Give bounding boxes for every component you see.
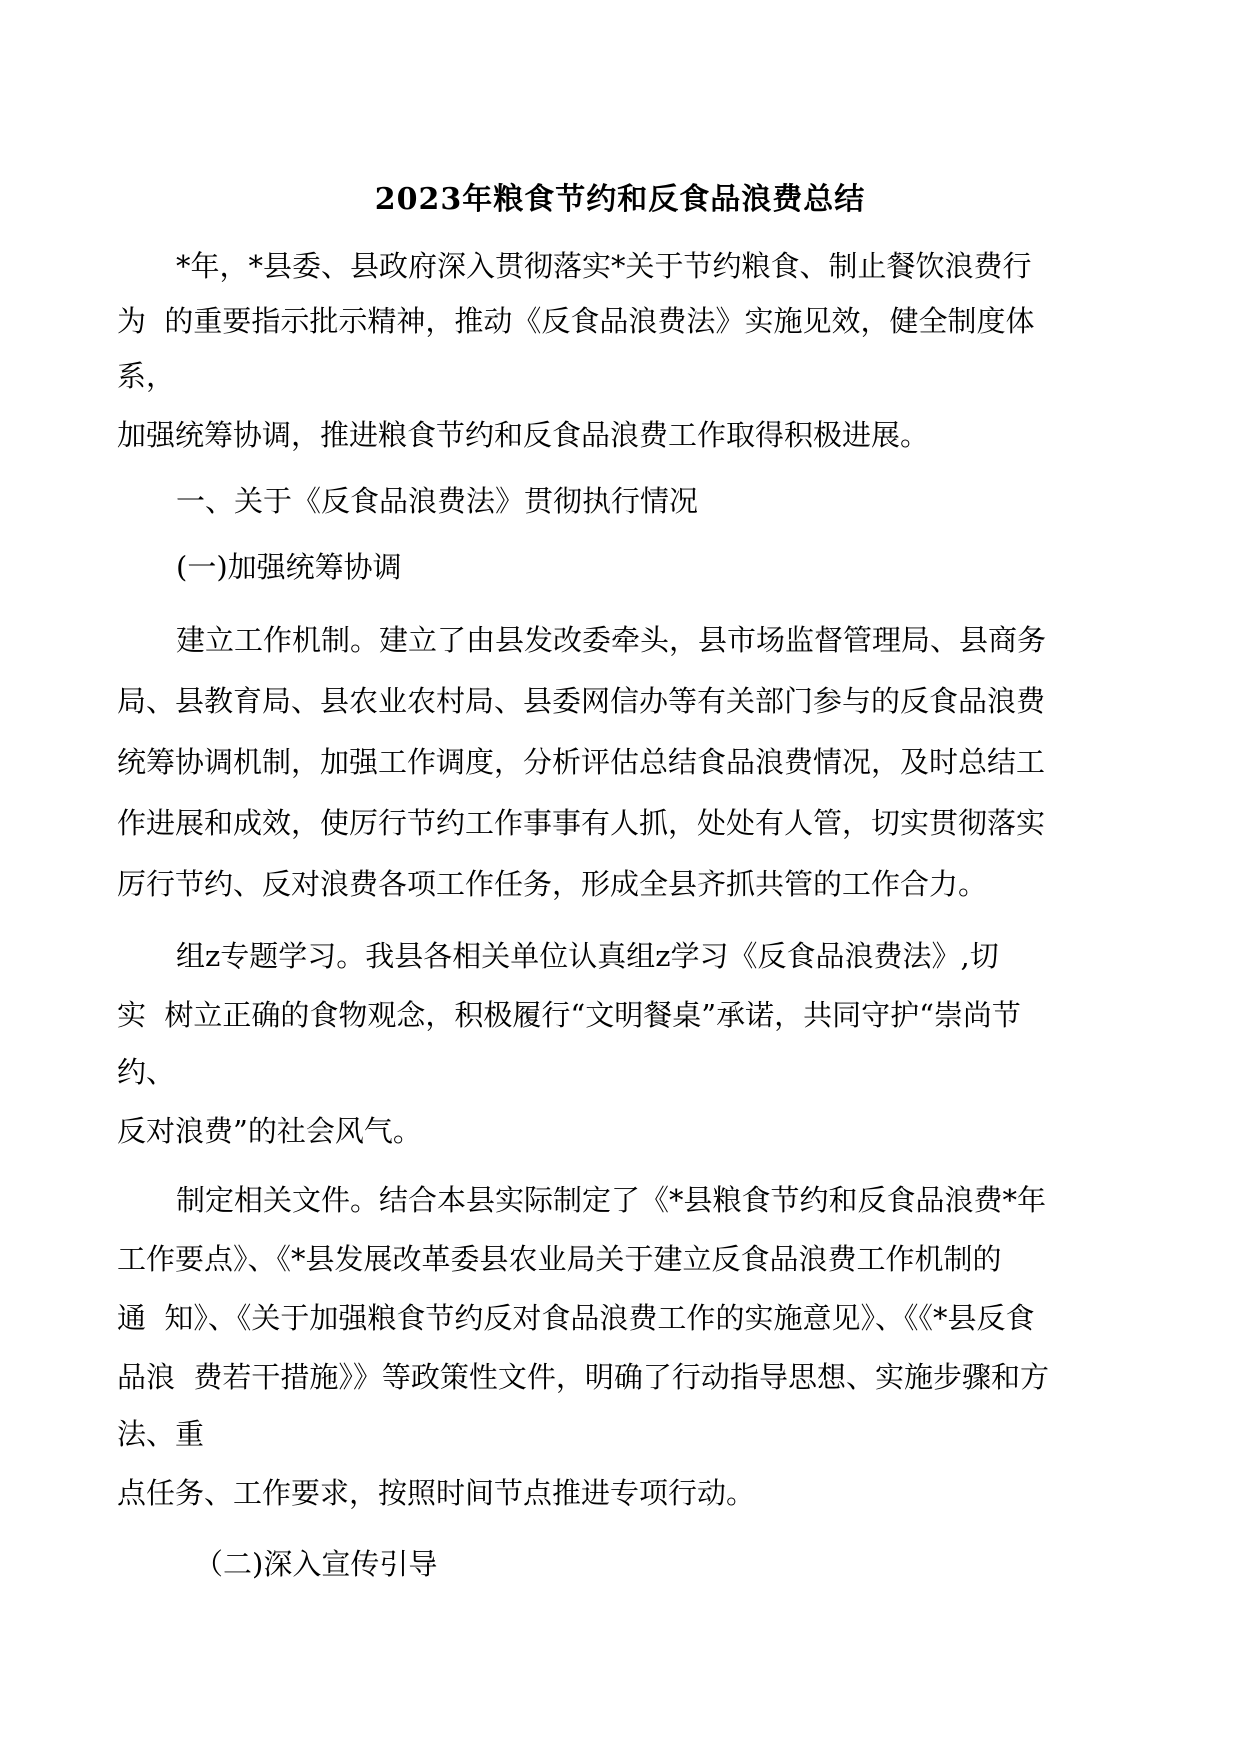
paragraph-line: 约、 xyxy=(117,1055,176,1089)
subsection-heading: （二)深入宣传引导 xyxy=(194,1547,438,1581)
paragraph-line: 加强统筹协调，推进粮食节约和反食品浪费工作取得积极进展。 xyxy=(117,418,930,452)
paragraph-line: *年，*县委、县政府深入贯彻落实*关于节约粮食、制止餐饮浪费行 xyxy=(176,249,1032,283)
subsection-heading: (一)加强统筹协调 xyxy=(176,550,402,584)
section-heading: 一、关于《反食品浪费法》贯彻执行情况 xyxy=(176,484,699,518)
paragraph-line: 组z专题学习。我县各相关单位认真组z学习《反食品浪费法》,切 xyxy=(176,939,999,973)
paragraph-line: 为 的重要指示批示精神，推动《反食品浪费法》实施见效，健全制度体 xyxy=(117,304,1035,338)
paragraph-line: 建立工作机制。建立了由县发改委牵头，县市场监督管理局、县商务 xyxy=(176,623,1047,657)
paragraph-line: 系， xyxy=(117,359,176,393)
paragraph-line: 通 知》、《关于加强粮食节约反对食品浪费工作的实施意见》、《《*县反食 xyxy=(117,1301,1035,1335)
document-title: 2023年粮食节约和反食品浪费总结 xyxy=(374,182,866,217)
paragraph-line: 实 树立正确的食物观念，积极履行“文明餐桌”承诺，共同守护“崇尚节 xyxy=(117,998,1021,1032)
paragraph-line: 厉行节约、反对浪费各项工作任务，形成全县齐抓共管的工作合力。 xyxy=(117,867,988,901)
paragraph-line: 制定相关文件。结合本县实际制定了《*县粮食节约和反食品浪费*年 xyxy=(176,1183,1047,1217)
paragraph-line: 作进展和成效，使厉行节约工作事事有人抓，处处有人管，切实贯彻落实 xyxy=(117,806,1046,840)
paragraph-line: 工作要点》、《*县发展改革委县农业局关于建立反食品浪费工作机制的 xyxy=(117,1242,1002,1276)
paragraph-line: 局、县教育局、县农业农村局、县委网信办等有关部门参与的反食品浪费 xyxy=(117,684,1046,718)
paragraph-line: 反对浪费”的社会风气。 xyxy=(117,1114,422,1148)
paragraph-line: 统筹协调机制，加强工作调度，分析评估总结食品浪费情况，及时总结工 xyxy=(117,745,1046,779)
paragraph-line: 点任务、工作要求，按照时间节点推进专项行动。 xyxy=(117,1476,756,1510)
paragraph-line: 法、重 xyxy=(117,1417,205,1451)
paragraph-line: 品浪 费若干措施》》等政策性文件，明确了行动指导思想、实施步骤和方 xyxy=(117,1360,1049,1394)
